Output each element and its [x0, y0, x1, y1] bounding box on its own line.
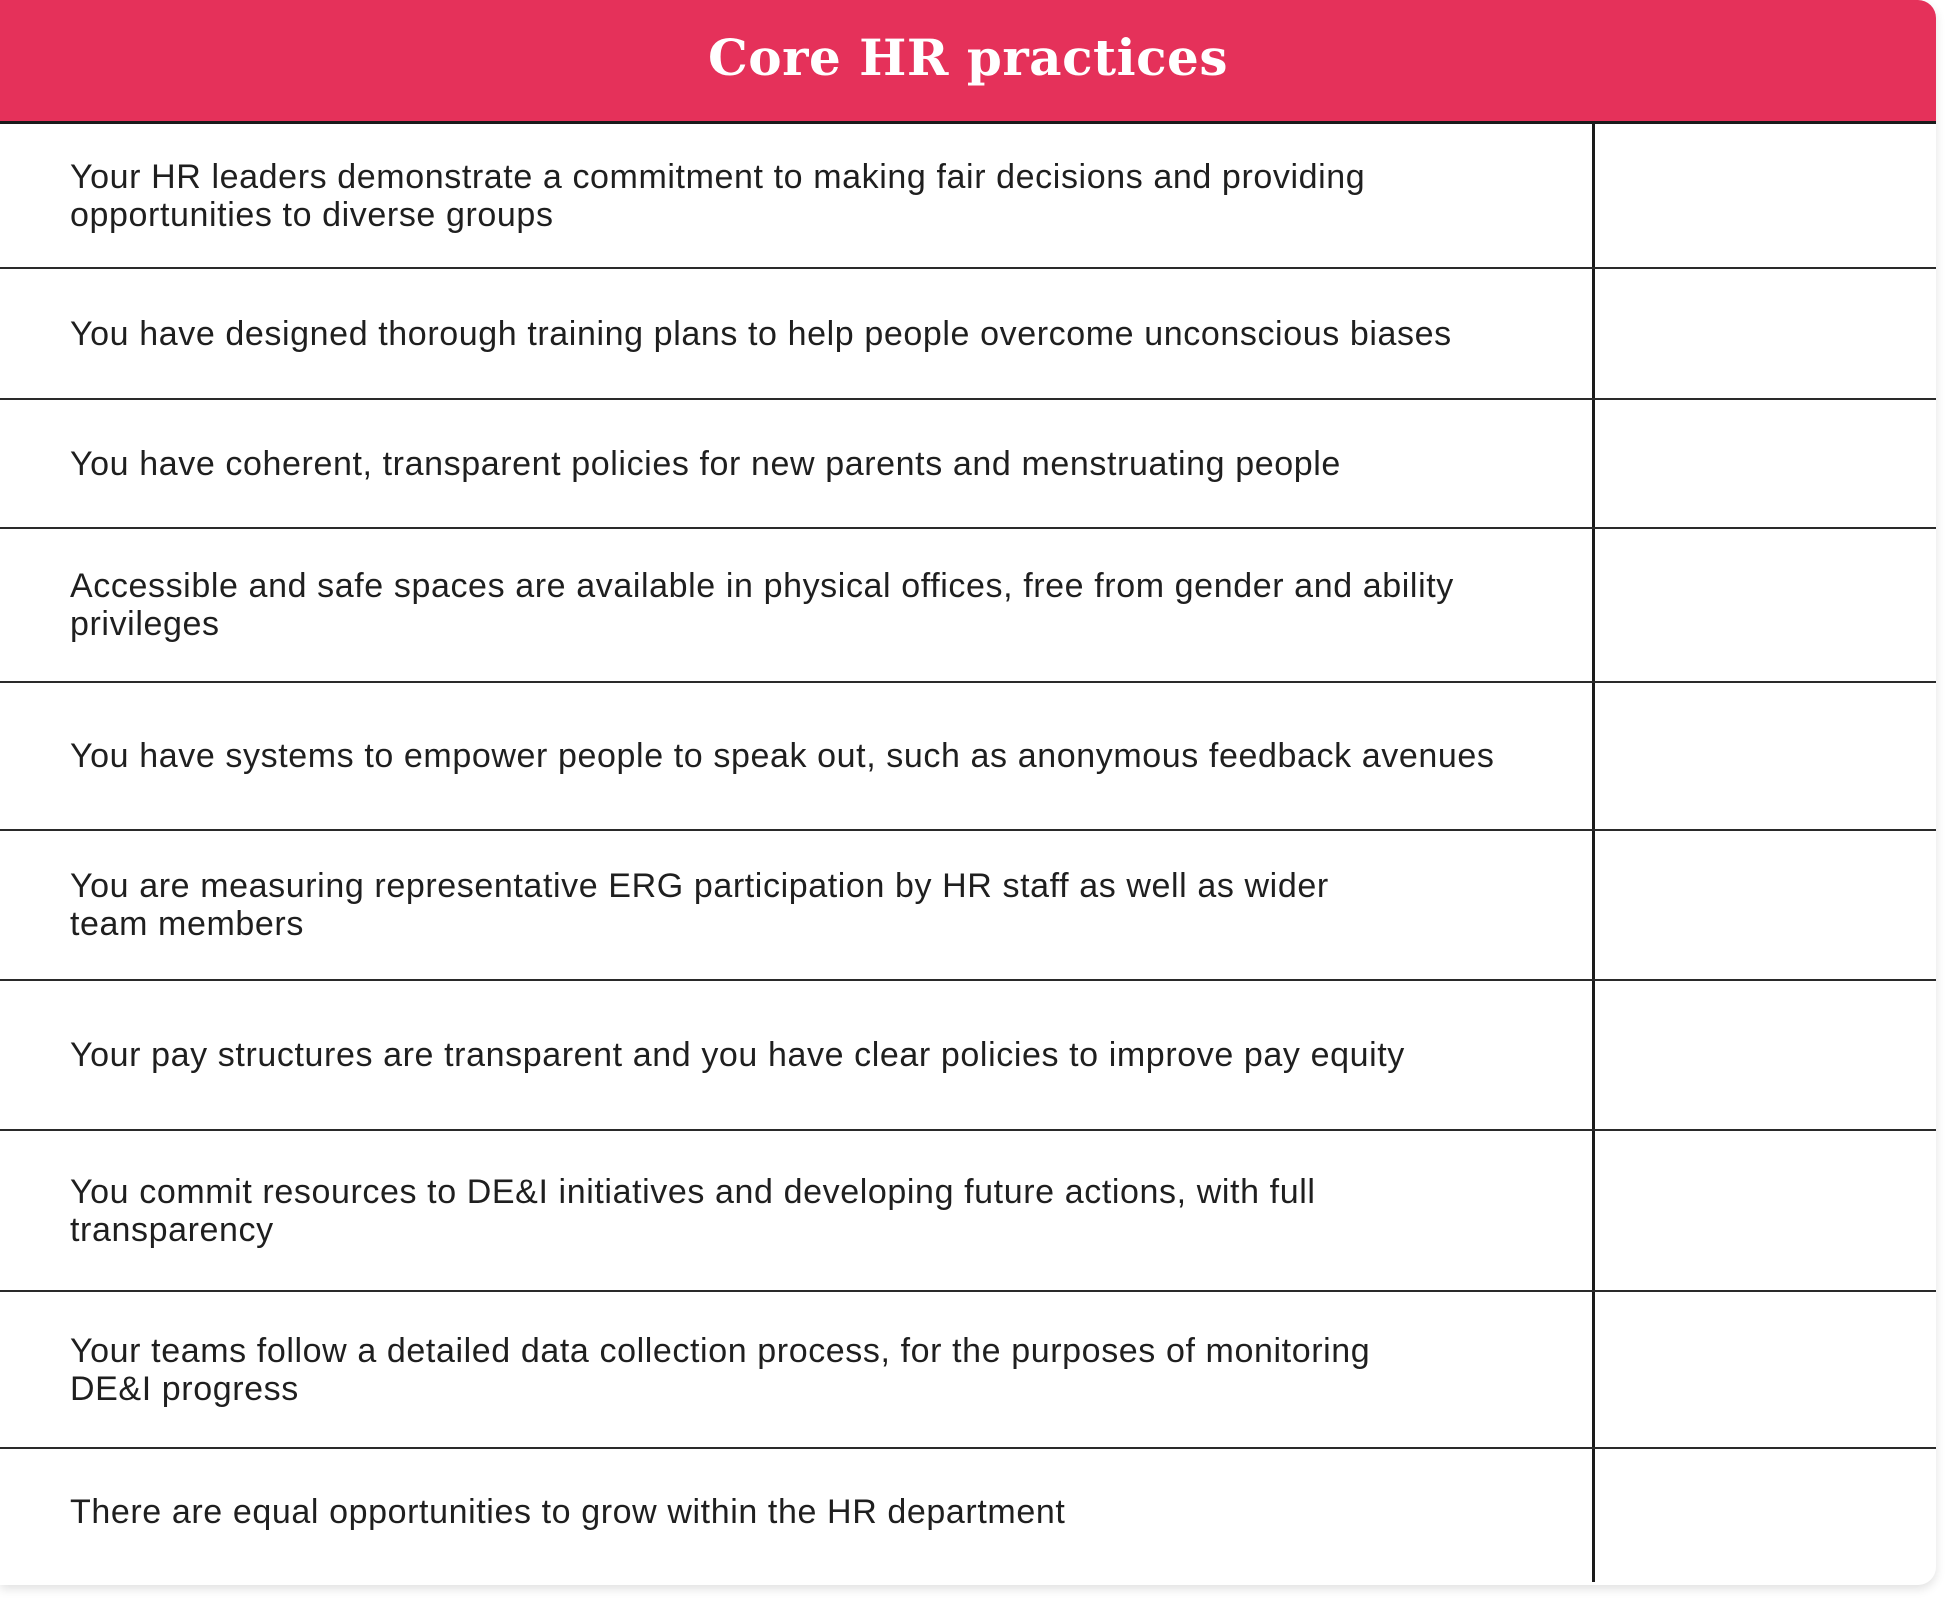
checklist-row: [0, 400, 1936, 529]
statement-text: Your HR leaders demonstrate a commitment to making fair decisions and providing opportunities to diverse groups: [70, 157, 1366, 234]
checkbox-cell[interactable]: [1595, 269, 1936, 398]
statement-text: You have designed thorough training plans to help people overcome unconscious biases: [70, 314, 1452, 353]
checkbox-cell[interactable]: [1595, 529, 1936, 681]
statement-text: You are measuring representative ERG participation by HR staff as well as wider team members: [70, 867, 1329, 943]
statement-text: Your pay structures are transparent and you have clear policies to improve pay equity: [70, 1036, 1405, 1074]
statement-cell: [0, 683, 1595, 829]
checkbox-cell[interactable]: [1595, 981, 1936, 1129]
checklist-row: [0, 1131, 1936, 1292]
statement-cell: [0, 981, 1595, 1129]
checkbox-cell[interactable]: [1595, 1292, 1936, 1447]
checklist-row: [0, 981, 1936, 1131]
statement-cell: [0, 1292, 1595, 1447]
checklist-row: [0, 529, 1936, 683]
statement-cell: [0, 529, 1595, 681]
statement-text: Your teams follow a detailed data collection process, for the purposes of monitoring DE&I progress: [70, 1331, 1371, 1408]
statement-text: You commit resources to DE&I initiatives and developing future actions, with full transparency: [70, 1172, 1316, 1249]
checkbox-cell[interactable]: [1595, 124, 1936, 267]
statement-cell: [0, 269, 1595, 398]
checklist-row: [0, 831, 1936, 981]
table-header: [0, 0, 1936, 124]
statement-cell: [0, 1449, 1595, 1582]
checkbox-cell[interactable]: [1595, 400, 1936, 527]
statement-cell: [0, 1131, 1595, 1290]
checklist-row: [0, 269, 1936, 400]
checklist-table: [0, 124, 1936, 1582]
checklist-row: [0, 1449, 1936, 1582]
checklist-row: [0, 683, 1936, 831]
statement-text: You have coherent, transparent policies for new parents and menstruating people: [70, 444, 1341, 483]
statement-text: There are equal opportunities to grow within the HR department: [70, 1493, 1066, 1531]
statement-text: Accessible and safe spaces are available in physical offices, free from gender and ability privileges: [70, 567, 1454, 643]
table-title: Core HR practices: [707, 28, 1229, 87]
checkbox-cell[interactable]: [1595, 683, 1936, 829]
statement-text: You have systems to empower people to speak out, such as anonymous feedback avenues: [70, 737, 1495, 775]
checklist-row: [0, 124, 1936, 269]
statement-cell: [0, 124, 1595, 267]
checkbox-cell[interactable]: [1595, 1131, 1936, 1290]
statement-cell: [0, 400, 1595, 527]
checkbox-cell[interactable]: [1595, 831, 1936, 979]
statement-cell: [0, 831, 1595, 979]
checkbox-cell[interactable]: [1595, 1449, 1936, 1582]
checklist-row: [0, 1292, 1936, 1449]
